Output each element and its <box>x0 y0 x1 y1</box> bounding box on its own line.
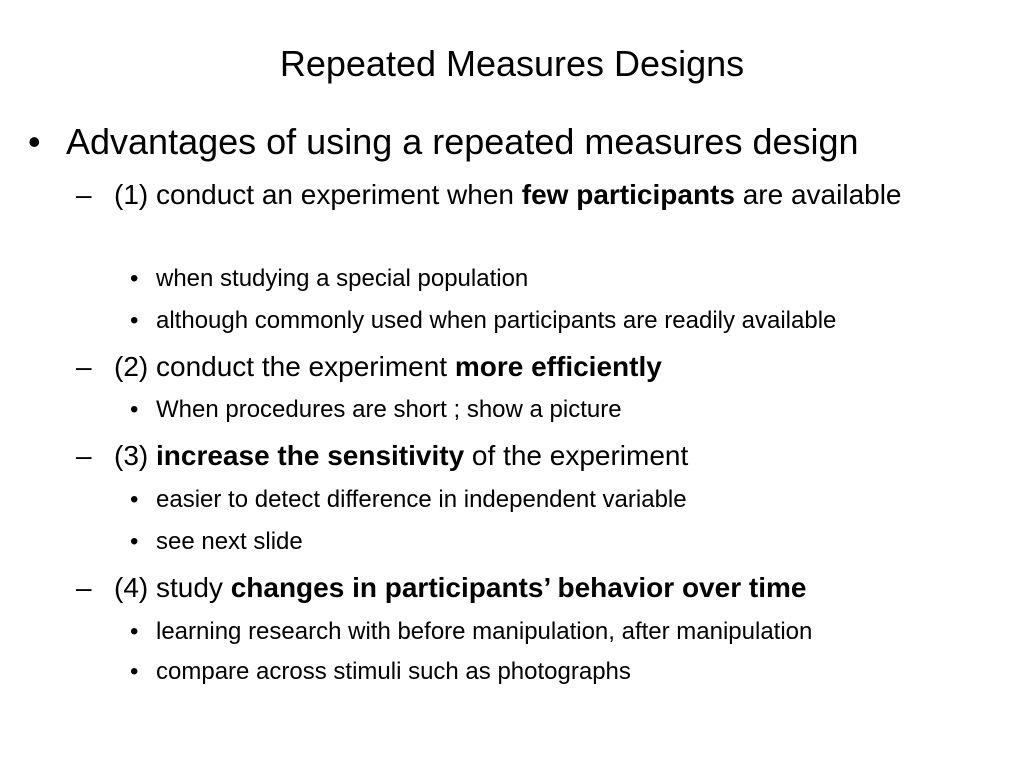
main-bullet <box>28 120 859 164</box>
point-1-pre: (1) conduct an experiment when <box>114 179 522 210</box>
point-4-pre: (4) study <box>114 572 231 603</box>
bullet-marker: • <box>130 265 139 292</box>
point-4-sub-2 <box>130 657 631 687</box>
point-2 <box>76 348 994 386</box>
point-1-bold: few participants <box>521 179 735 210</box>
point-4-sub-1 <box>130 617 813 647</box>
point-1-post: are available <box>734 179 902 210</box>
bullet-marker: • <box>130 658 139 685</box>
dash-marker: – <box>76 179 92 210</box>
bullet-marker: • <box>130 486 139 513</box>
bullet-marker: • <box>130 618 139 645</box>
point-1-sub-1 <box>130 264 529 294</box>
sub-text: see next slide <box>156 528 303 555</box>
point-4-bold: changes in participants’ behavior over time <box>230 572 807 603</box>
sub-text: although commonly used when participants are readily available <box>156 307 837 334</box>
point-1-sub-2 <box>130 306 837 336</box>
point-1 <box>76 176 994 214</box>
sub-text: When procedures are short ; show a picture <box>156 396 622 423</box>
point-2-bold: more efficiently <box>454 351 662 382</box>
bullet-marker: • <box>130 528 139 555</box>
bullet-marker: • <box>130 396 139 423</box>
point-4 <box>76 569 994 607</box>
point-3-sub-1 <box>130 485 687 515</box>
slide-title: Repeated Measures Designs <box>279 43 745 84</box>
main-bullet-text: Advantages of using a repeated measures design <box>66 121 859 162</box>
sub-text: learning research with before manipulation, after manipulation <box>156 618 813 645</box>
bullet-marker: • <box>130 307 139 334</box>
point-2-pre: (2) conduct the experiment <box>114 351 455 382</box>
point-3 <box>76 437 994 475</box>
point-3-bold: increase the sensitivity <box>156 440 465 471</box>
dash-marker: – <box>76 572 92 603</box>
sub-text: easier to detect difference in independent variable <box>156 486 687 513</box>
point-2-sub-1 <box>130 395 622 425</box>
sub-text: when studying a special population <box>156 265 529 292</box>
sub-text: compare across stimuli such as photographs <box>156 658 631 685</box>
point-3-sub-2 <box>130 527 303 557</box>
bullet-marker: • <box>28 121 41 162</box>
point-3-pre: (3) <box>114 440 156 471</box>
dash-marker: – <box>76 351 92 382</box>
dash-marker: – <box>76 440 92 471</box>
point-3-post: of the experiment <box>464 440 689 471</box>
